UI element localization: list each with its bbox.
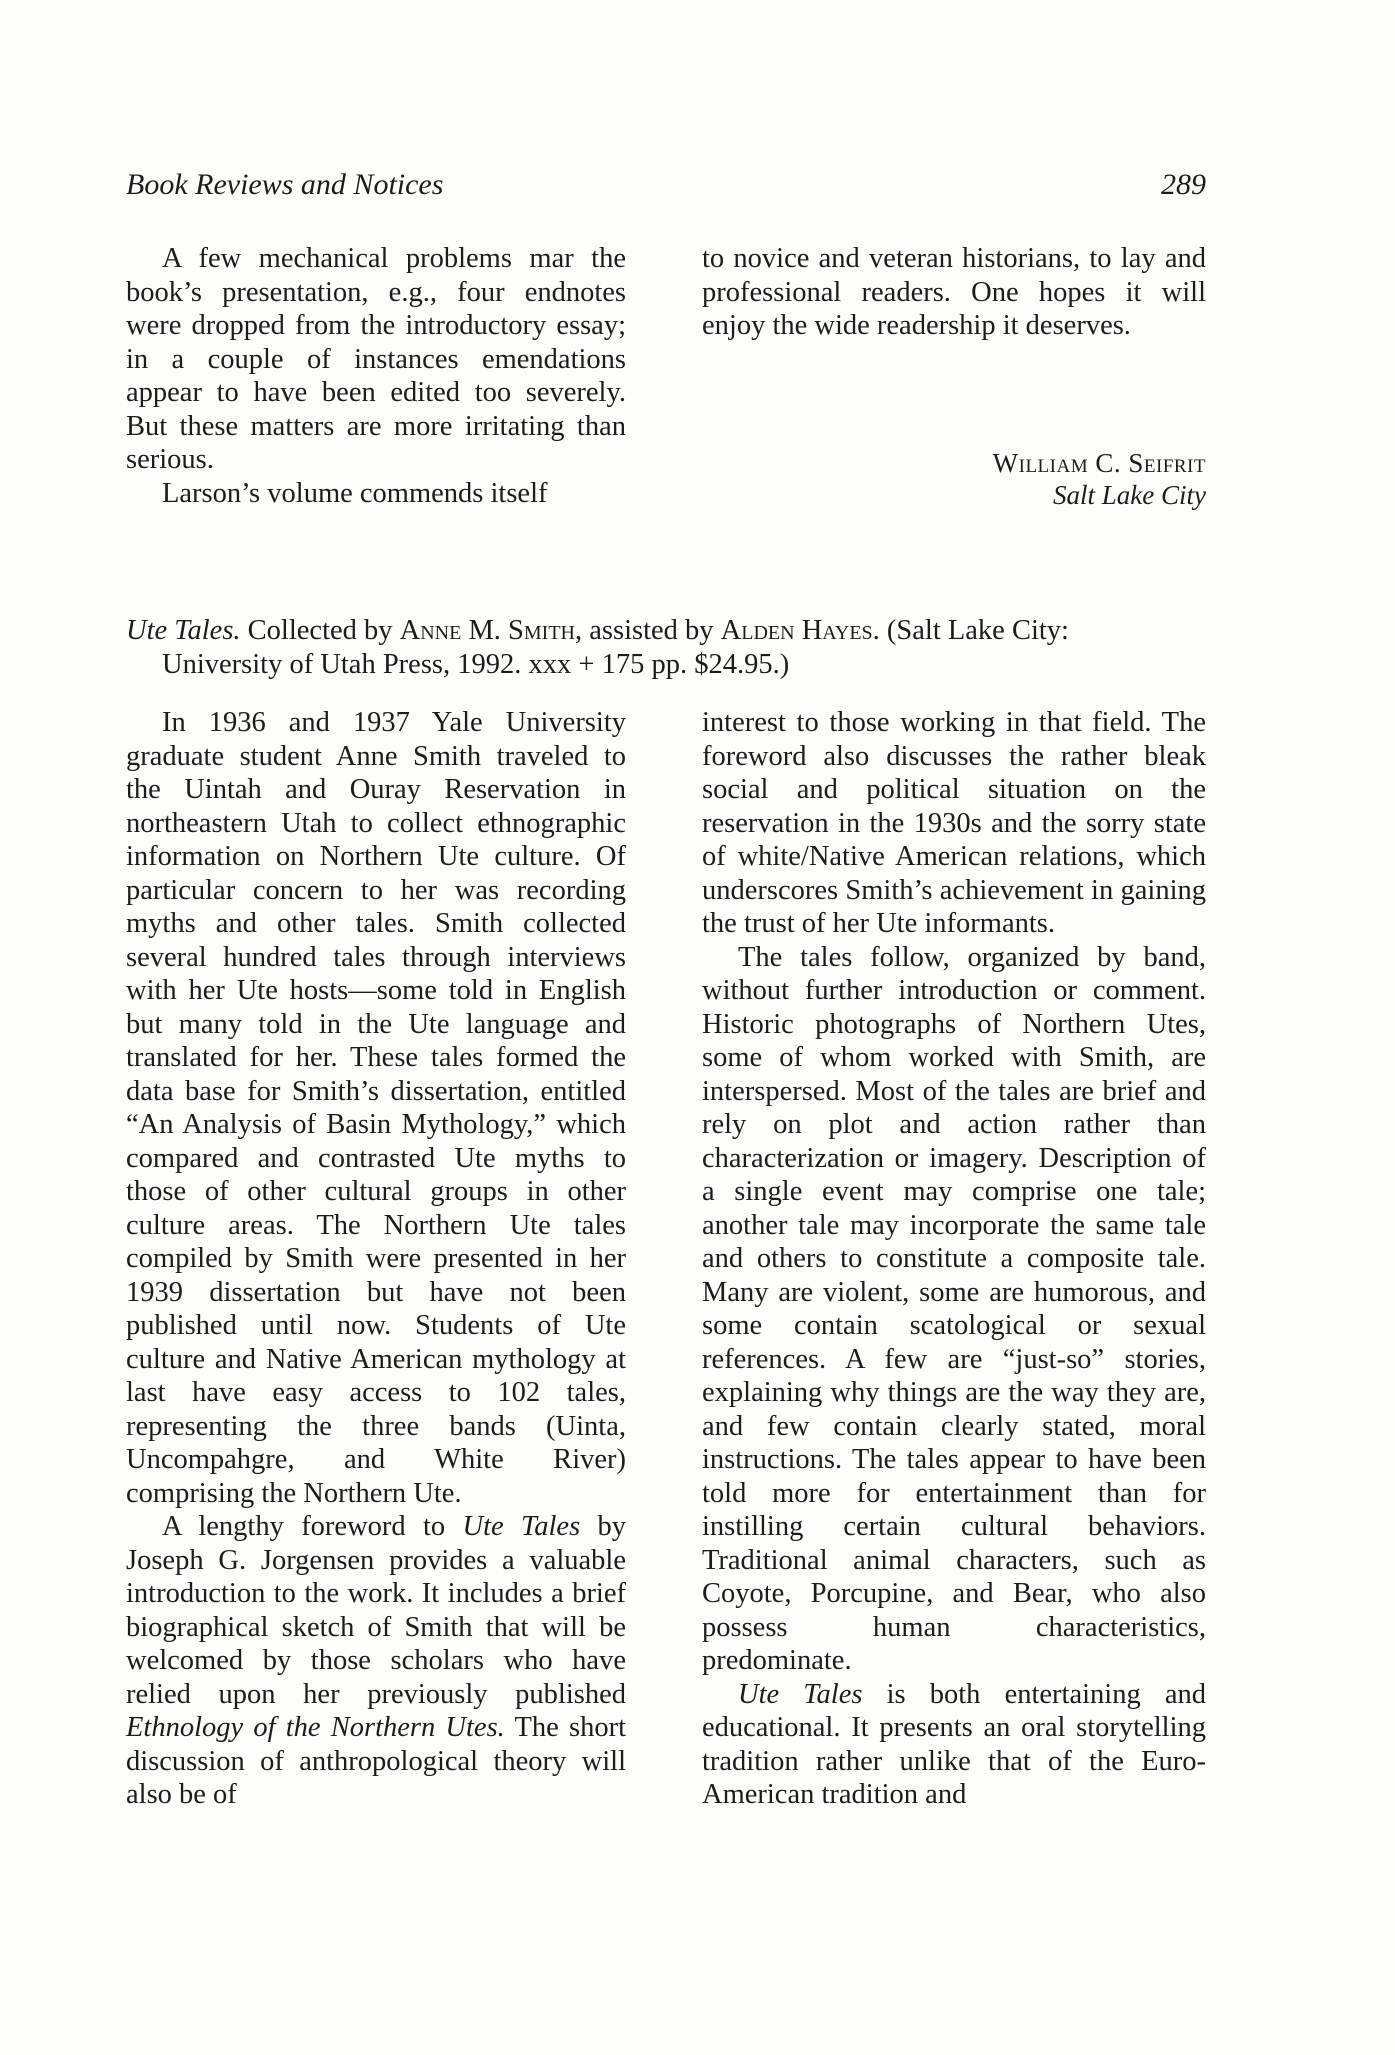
book-citation xyxy=(126,614,1206,682)
review-text: by Joseph G. Jorgensen provides a valuable introduction to the work. It includes a brief biographical sketch of Smith that will be welcomed by those scholars who have relied upon her previously published xyxy=(126,1511,627,1710)
italic-title: Ute Tales xyxy=(462,1511,581,1542)
prev-review-paragraph: A few mechanical problems mar the book’s presentation, e.g., four endnotes were dropped from the introductory essay; in a couple of instances emendations appear to have been edited too severely. But these matters are more irritating than serious. xyxy=(126,243,626,475)
prev-review-paragraph: to novice and veteran historians, to lay and professional readers. One hopes it will enjoy the wide readership it deserves. xyxy=(702,243,1206,341)
review-right-column xyxy=(702,706,1206,1812)
review-left-column xyxy=(126,706,626,1812)
citation-publisher: University of Utah Press, 1992. xxx + 175 pp. $24.95.) xyxy=(162,649,790,680)
reviewer-name: William C. Seifrit xyxy=(992,448,1206,478)
review-paragraph: In 1936 and 1937 Yale University graduate student Anne Smith traveled to the Uintah and Ouray Reservation in northeastern Utah to collect ethnographic information on Northern Ute culture. Of particular concern to her was recording myths and other tales. Smith collected several hundred tales through interviews with her Ute hosts—some told in English but many told in the Ute language and translated for her. These tales formed the data base for Smith’s dissertation, entitled “An Analysis of Basin Mythology,” which compared and contrasted Ute myths to those of other cultural groups in other culture areas. The Northern Ute tales compiled by Smith were presented in her 1939 dissertation but have not been published until now. Students of Ute culture and Native American mythology at last have easy access to 102 tales, representing the three bands (Uinta, Uncompahgre, and White River) comprising the Northern Ute. xyxy=(126,707,626,1509)
review-paragraph xyxy=(126,1510,626,1812)
book-assistant: Alden Hayes xyxy=(720,615,873,646)
review-text: The short discussion of anthropological theory will also be of xyxy=(126,1712,627,1810)
citation-text: , assisted by xyxy=(575,615,714,646)
citation-text: Collected by xyxy=(247,615,393,646)
prev-review-left-column xyxy=(126,242,626,510)
review-text: A lengthy foreword to xyxy=(162,1511,463,1542)
review-paragraph xyxy=(702,1678,1206,1812)
page-number: 289 xyxy=(1161,168,1206,201)
prev-review-paragraph: Larson’s volume commends itself xyxy=(162,477,548,509)
book-author: Anne M. Smith xyxy=(399,615,575,646)
reviewer-location: Salt Lake City xyxy=(1053,480,1206,510)
prev-review-right-column xyxy=(702,242,1206,343)
italic-title: Ethnology of the Northern Utes. xyxy=(126,1712,505,1743)
review-text: is both entertaining and educational. It presents an oral storytelling tradition rather unlike that of the Euro-American tradition and xyxy=(702,1678,1206,1810)
citation-text: . (Salt Lake City: xyxy=(872,615,1069,646)
review-paragraph: The tales follow, organized by band, without further introduction or comment. Historic photographs of Northern Utes, some of whom worked with Smith, are interspersed. Most of the tales are brief and rely on plot and action rather than characterization or imagery. Description of a single event may comprise one tale; another tale may incorporate the same tale and others to constitute a composite tale. Many are violent, some are humorous, and some contain scatological or sexual references. A few are “just-so” stories, explaining why things are the way they are, and few contain clearly stated, moral instructions. The tales appear to have been told more for entertainment than for instilling certain cultural behaviors. Traditional animal characters, such as Coyote, Porcupine, and Bear, who also possess human characteristics, predominate. xyxy=(702,941,1206,1676)
running-title: Book Reviews and Notices xyxy=(126,168,444,201)
italic-title: Ute Tales xyxy=(738,1678,863,1710)
book-title: Ute Tales. xyxy=(126,615,241,646)
running-header xyxy=(126,168,1206,212)
review-paragraph: interest to those working in that field. The foreword also discusses the rather bleak social and political situation on the reservation in the 1930s and the sorry state of white/Native American relations, which underscores Smith’s achievement in gaining the trust of her Ute informants. xyxy=(702,707,1206,939)
